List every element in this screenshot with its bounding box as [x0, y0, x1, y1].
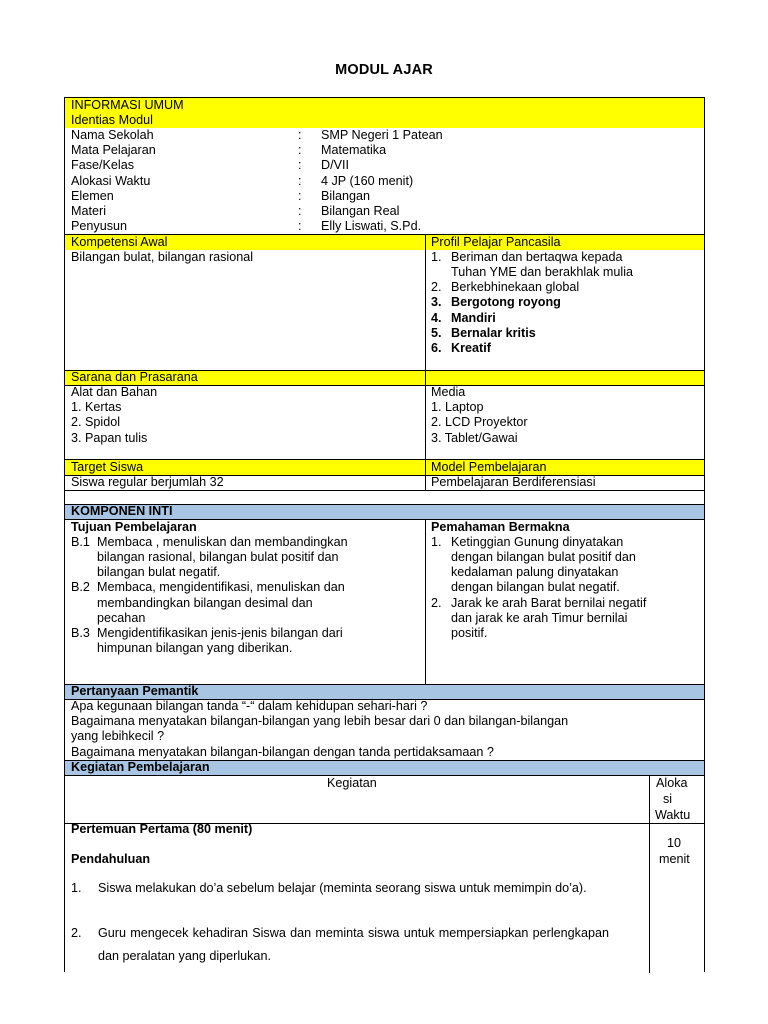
- pemahaman-item-2-cont: dan jarak ke arah Timur bernilai: [451, 611, 628, 625]
- value-nama-sekolah: SMP Negeri 1 Patean: [321, 128, 443, 142]
- value-mata-pelajaran: Matematika: [321, 143, 387, 157]
- step-1: Siswa melakukan do’a sebelum belajar (meminta seorang siswa untuk memimpin do’a).: [98, 881, 587, 895]
- durasi-unit: menit: [659, 852, 690, 866]
- value-penyusun: Elly Liswati, S.Pd.: [321, 219, 422, 233]
- column-divider: [649, 775, 650, 973]
- pemahaman-num: 1.: [431, 535, 442, 549]
- tujuan-item-b2-cont: membandingkan bilangan desimal dan: [97, 596, 313, 610]
- label-elemen: Elemen: [71, 189, 114, 203]
- step-num: 2.: [71, 926, 82, 940]
- column-divider: [425, 519, 426, 684]
- tujuan-header: Tujuan Pembelajaran: [71, 520, 197, 534]
- pemahaman-item-1: Ketinggian Gunung dinyatakan: [451, 535, 624, 549]
- profil-num: 5.: [431, 326, 442, 340]
- value-elemen: Bilangan: [321, 189, 371, 203]
- label-mata-pelajaran: Mata Pelajaran: [71, 143, 156, 157]
- colon: :: [298, 219, 302, 233]
- model-header: Model Pembelajaran: [431, 460, 547, 474]
- step-num: 1.: [71, 881, 82, 895]
- pemahaman-item-1-cont: dengan bilangan bulat negatif.: [451, 580, 620, 594]
- divider: [65, 385, 704, 386]
- step-2: Guru mengecek kehadiran Siswa dan meminta siswa untuk mempersiapkan perlengkapan dan peralatan yang diperlukan.: [98, 926, 609, 963]
- tujuan-item-b3-cont: himpunan bilangan yang diberikan.: [97, 641, 293, 655]
- model-text: Pembelajaran Berdiferensiasi: [431, 475, 596, 489]
- pemahaman-item-2-cont: positif.: [451, 626, 488, 640]
- profil-header: Profil Pelajar Pancasila: [431, 235, 561, 249]
- alat-item: 1. Kertas: [71, 400, 122, 414]
- profil-num: 3.: [431, 295, 442, 309]
- label-alokasi-waktu: Alokasi Waktu: [71, 174, 151, 188]
- colon: :: [298, 158, 302, 172]
- sarana-header: Sarana dan Prasarana: [71, 370, 198, 384]
- target-text: Siswa regular berjumlah 32: [71, 475, 224, 489]
- colon: :: [298, 189, 302, 203]
- tujuan-item-b1-cont: bilangan bulat negatif.: [97, 565, 221, 579]
- label-nama-sekolah: Nama Sekolah: [71, 128, 154, 142]
- profil-item-1-cont: Tuhan YME dan berakhlak mulia: [451, 265, 634, 279]
- media-item: 3. Tablet/Gawai: [431, 431, 518, 445]
- profil-item-6: Kreatif: [451, 341, 491, 355]
- value-fase-kelas: D/VII: [321, 158, 349, 172]
- pendahuluan-title: Pendahuluan: [71, 852, 151, 866]
- profil-item-4: Mandiri: [451, 311, 496, 325]
- col-alokasi-line2: si: [663, 792, 673, 806]
- pemahaman-item-2: Jarak ke arah Barat bernilai negatif: [451, 596, 647, 610]
- tujuan-item-b1-cont: bilangan rasional, bilangan bulat positif dan: [97, 550, 339, 564]
- document-title: MODUL AJAR: [335, 62, 433, 78]
- colon: :: [298, 128, 302, 142]
- alat-title: Alat dan Bahan: [71, 385, 158, 399]
- profil-num: 6.: [431, 341, 442, 355]
- target-header: Target Siswa: [71, 460, 144, 474]
- colon: :: [298, 204, 302, 218]
- column-divider: [425, 235, 426, 490]
- pemahaman-header: Pemahaman Bermakna: [431, 520, 570, 534]
- label-materi: Materi: [71, 204, 106, 218]
- durasi-value: 10: [667, 836, 682, 850]
- divider: [65, 775, 704, 776]
- profil-item-1: Beriman dan bertaqwa kepada: [451, 250, 623, 264]
- pemahaman-num: 2.: [431, 596, 442, 610]
- colon: :: [298, 143, 302, 157]
- profil-num: 4.: [431, 311, 442, 325]
- profil-item-2: Berkebhinekaan global: [451, 280, 580, 294]
- info-header: INFORMASI UMUM: [71, 98, 184, 112]
- pertanyaan-line: yang lebihkecil ?: [71, 729, 165, 743]
- alat-item: 3. Papan tulis: [71, 431, 148, 445]
- module-table: [64, 97, 705, 972]
- pemahaman-item-1-cont: dengan bilangan bulat positif dan: [451, 550, 636, 564]
- pertanyaan-line: Bagaimana menyatakan bilangan-bilangan dengan tanda pertidaksamaan ?: [71, 745, 494, 759]
- pertanyaan-line: Apa kegunaan bilangan tanda “-“ dalam kehidupan sehari-hari ?: [71, 699, 428, 713]
- col-alokasi-line3: Waktu: [655, 808, 691, 822]
- pertemuan-title: Pertemuan Pertama (80 menit): [71, 822, 253, 836]
- identitas-header: Identias Modul: [71, 113, 153, 127]
- alat-item: 2. Spidol: [71, 415, 121, 429]
- pemahaman-item-1-cont: kedalaman palung dinyatakan: [451, 565, 619, 579]
- col-alokasi-line1: Aloka: [656, 776, 688, 790]
- media-item: 2. LCD Proyektor: [431, 415, 528, 429]
- komponen-header: KOMPONEN INTI: [71, 504, 173, 518]
- pertanyaan-line: Bagaimana menyatakan bilangan-bilangan yang lebih besar dari 0 dan bilangan-bilangan: [71, 714, 569, 728]
- kompetensi-header: Kompetensi Awal: [71, 235, 168, 249]
- profil-num: 1.: [431, 250, 442, 264]
- label-fase-kelas: Fase/Kelas: [71, 158, 134, 172]
- tujuan-num: B.3: [71, 626, 90, 640]
- tujuan-num: B.1: [71, 535, 90, 549]
- media-title: Media: [431, 385, 466, 399]
- tujuan-num: B.2: [71, 580, 90, 594]
- tujuan-item-b2-cont: pecahan: [97, 611, 146, 625]
- divider: [65, 490, 704, 491]
- profil-item-3: Bergotong royong: [451, 295, 561, 309]
- value-materi: Bilangan Real: [321, 204, 400, 218]
- profil-num: 2.: [431, 280, 442, 294]
- pertanyaan-header: Pertanyaan Pemantik: [71, 684, 199, 698]
- profil-item-5: Bernalar kritis: [451, 326, 536, 340]
- col-kegiatan: Kegiatan: [327, 776, 377, 790]
- label-penyusun: Penyusun: [71, 219, 128, 233]
- kegiatan-header: Kegiatan Pembelajaran: [71, 760, 210, 774]
- media-item: 1. Laptop: [431, 400, 484, 414]
- value-alokasi-waktu: 4 JP (160 menit): [321, 174, 414, 188]
- tujuan-item-b2: Membaca, mengidentifikasi, menuliskan dan: [97, 580, 345, 594]
- colon: :: [298, 174, 302, 188]
- kompetensi-text: Bilangan bulat, bilangan rasional: [71, 250, 254, 264]
- tujuan-item-b1: Membaca , menuliskan dan membandingkan: [97, 535, 348, 549]
- tujuan-item-b3: Mengidentifikasikan jenis-jenis bilangan dari: [97, 626, 343, 640]
